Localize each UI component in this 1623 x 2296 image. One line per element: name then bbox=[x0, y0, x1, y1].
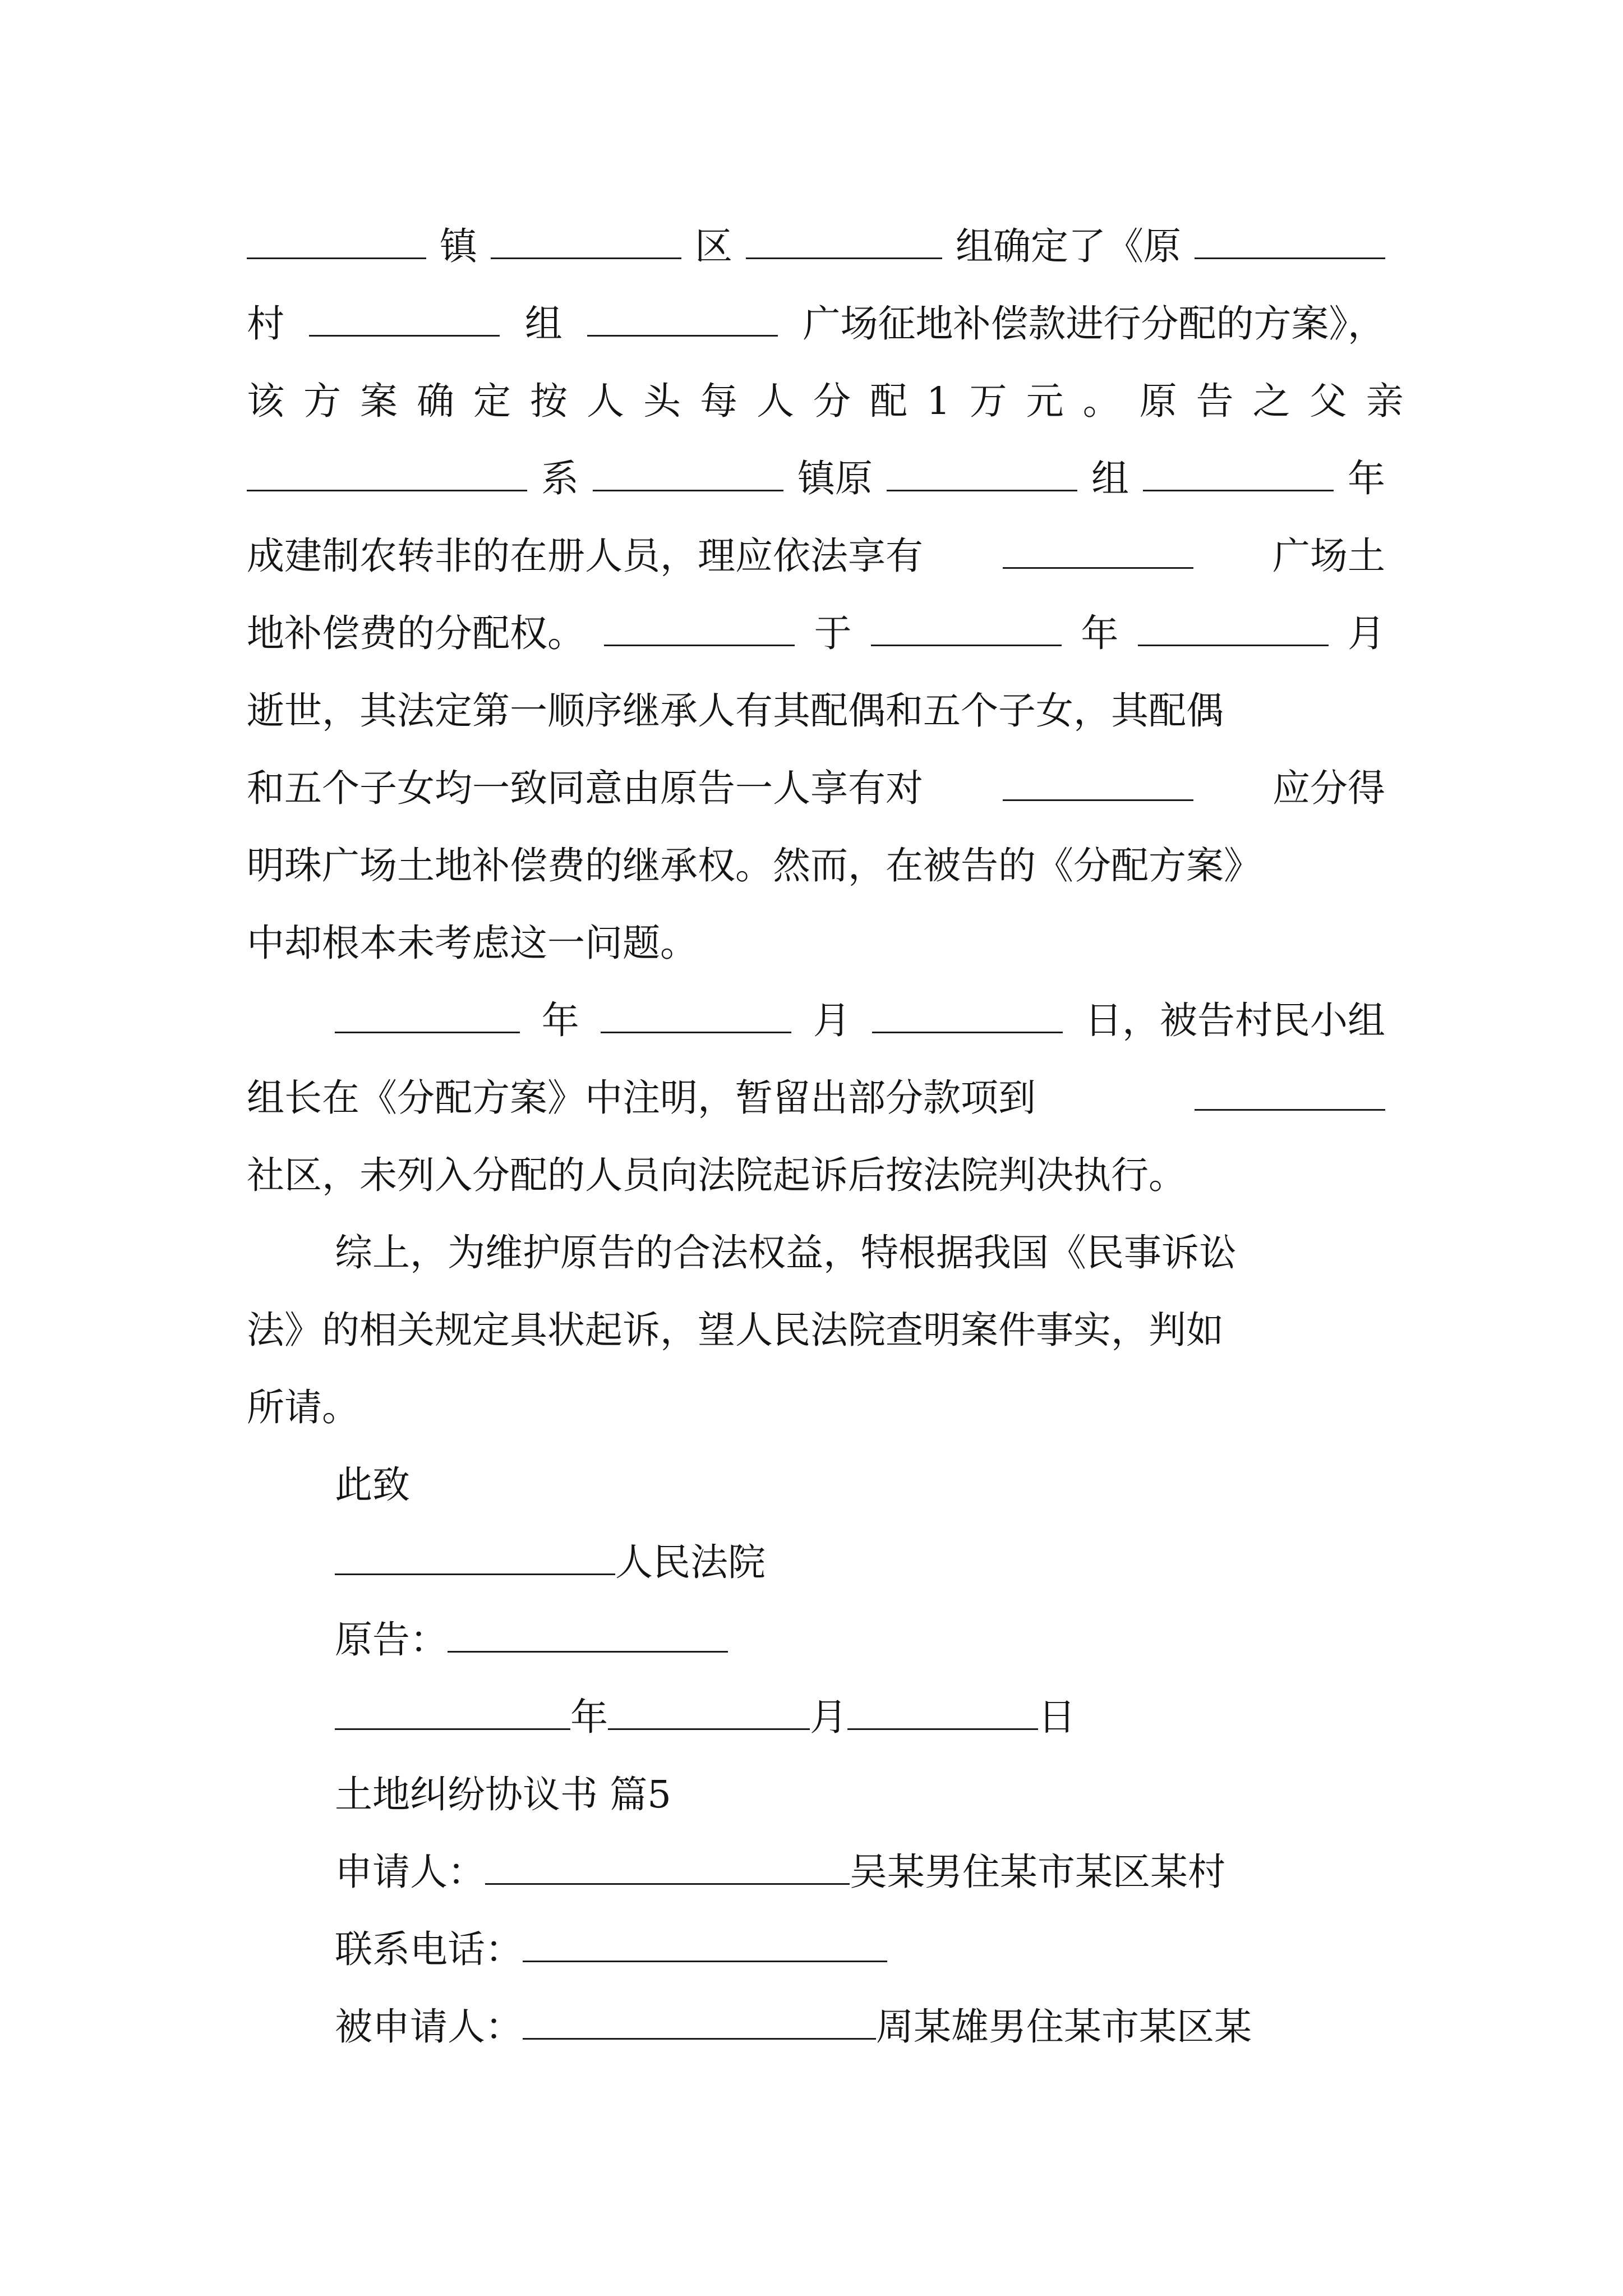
text-line: 组长在《分配方案》中注明，暂留出部分款项到 bbox=[247, 1059, 1385, 1137]
date-line: 年 月 日 bbox=[335, 1678, 1385, 1756]
blank-field bbox=[847, 1699, 1038, 1730]
blank-field bbox=[247, 461, 527, 491]
blank-field bbox=[601, 1002, 791, 1033]
text-line: 地补偿费的分配权。 于 年 月 bbox=[247, 611, 1385, 655]
blank-field bbox=[593, 461, 783, 491]
blank-field bbox=[1143, 461, 1334, 491]
text-line: 系 镇原 组 年 bbox=[247, 440, 1385, 517]
blank-field bbox=[871, 615, 1062, 646]
blank-field bbox=[587, 306, 778, 337]
salutation: 此致 bbox=[335, 1463, 410, 1507]
applicant-line: 申请人： 吴某男住某市某区某村 bbox=[335, 1850, 1225, 1894]
blank-field bbox=[335, 1699, 570, 1730]
blank-field bbox=[485, 1854, 850, 1885]
blank-field bbox=[523, 2009, 876, 2040]
text-line: 社区，未列入分配的人员向法院起诉后按法院判决执行。 bbox=[247, 1153, 1186, 1197]
blank-field bbox=[1003, 538, 1193, 569]
text-line: 逝世，其法定第一顺序继承人有其配偶和五个子女，其配偶 bbox=[247, 689, 1224, 733]
text-line: 村 组 广场征地补偿款进行分配的方案》， bbox=[247, 302, 1385, 346]
text-line: 成建制农转非的在册人员，理应依法享有 广场土 bbox=[247, 534, 1385, 578]
text-line: 该方案确定按人头每人分配1万元。原告之父亲 bbox=[247, 379, 1423, 423]
blank-field bbox=[746, 228, 942, 259]
text-line: 镇 区 组确定了《原 bbox=[247, 208, 1385, 285]
blank-field bbox=[491, 228, 681, 259]
blank-field bbox=[335, 1002, 520, 1033]
blank-field bbox=[1195, 1080, 1385, 1111]
blank-field bbox=[448, 1622, 728, 1653]
phone-line: 联系电话： bbox=[335, 1911, 1385, 1988]
plaintiff-line: 原告： bbox=[335, 1601, 1385, 1678]
blank-field bbox=[335, 1544, 615, 1575]
respondent-line: 被申请人： 周某雄男住某市某区某 bbox=[335, 2005, 1252, 2049]
blank-field bbox=[1138, 615, 1329, 646]
text-line: 综上，为维护原告的合法权益，特根据我国《民事诉讼 bbox=[335, 1231, 1237, 1274]
text-line: 年 月 日，被告村民小组 bbox=[335, 982, 1385, 1059]
text-line: 明珠广场土地补偿费的继承权。然而，在被告的《分配方案》 bbox=[247, 844, 1261, 887]
blank-field bbox=[1003, 770, 1193, 801]
blank-field bbox=[608, 1699, 810, 1730]
text-line: 法》的相关规定具状起诉，望人民法院查明案件事实，判如 bbox=[247, 1308, 1224, 1352]
blank-field bbox=[604, 615, 795, 646]
blank-field bbox=[1195, 228, 1385, 259]
blank-field bbox=[309, 306, 500, 337]
text-line: 所请。 bbox=[247, 1386, 359, 1429]
blank-field bbox=[523, 1931, 887, 1962]
blank-field bbox=[247, 228, 426, 259]
court-line: 人民法院 bbox=[335, 1524, 1385, 1601]
section-heading: 土地纠纷协议书 篇5 bbox=[335, 1773, 671, 1816]
text-line: 中却根本未考虑这一问题。 bbox=[247, 921, 698, 965]
blank-field bbox=[887, 461, 1077, 491]
text-line: 和五个子女均一致同意由原告一人享有对 应分得 bbox=[247, 766, 1385, 810]
blank-field bbox=[872, 1002, 1063, 1033]
